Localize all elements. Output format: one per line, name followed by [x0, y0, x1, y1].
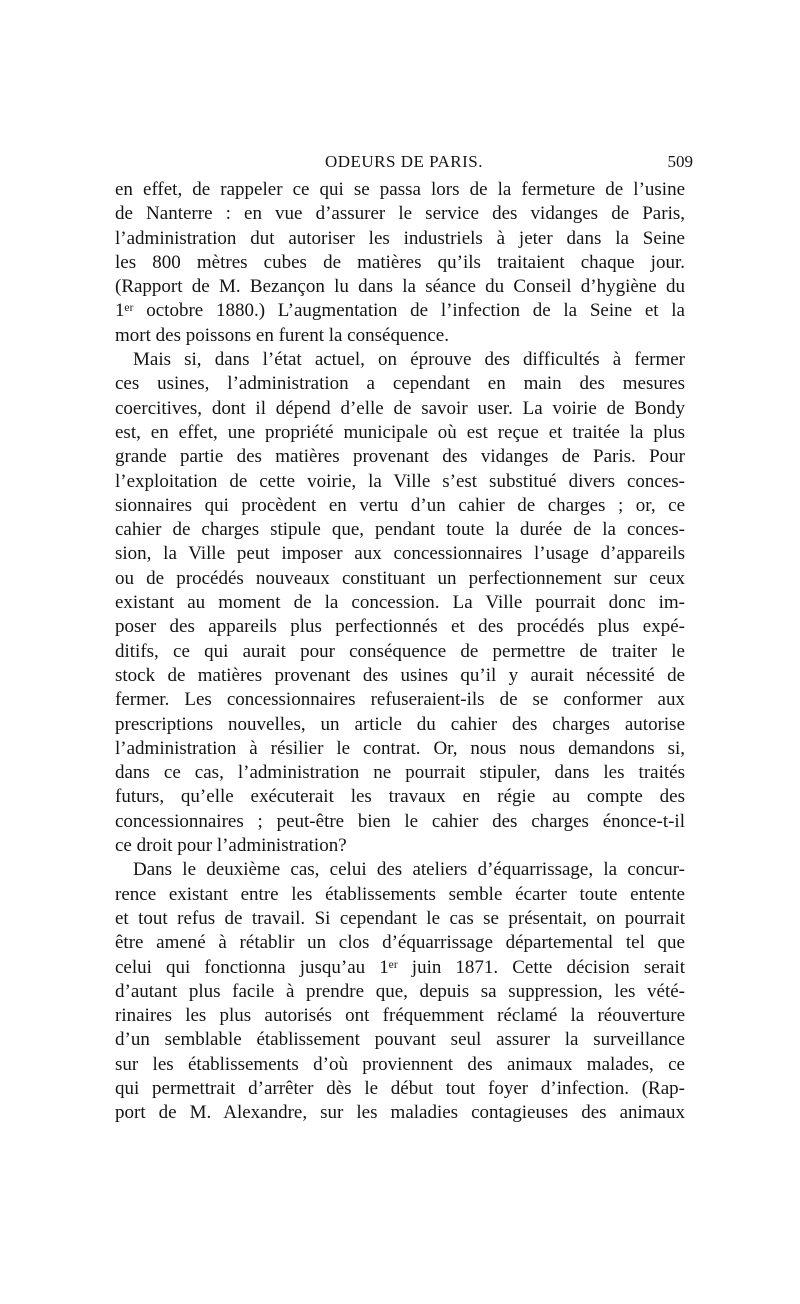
- body-text: [115, 178, 685, 1126]
- text-line: prescriptions nouvelles, un article du cahier des charges autorise: [115, 713, 685, 735]
- text-line: sur les établissements d’où proviennent des animaux malades, ce: [115, 1053, 685, 1075]
- text-line: qui permettrait d’arrêter dès le début tout foyer d’infection. (Rap-: [115, 1077, 685, 1099]
- text-line: celui qui fonctionna jusqu’au 1ᵉʳ juin 1871. Cette décision serait: [115, 956, 685, 978]
- text-line: et tout refus de travail. Si cependant le cas se présentait, on pourrait: [115, 907, 685, 929]
- text-line: coercitives, dont il dépend d’elle de savoir user. La voirie de Bondy: [115, 397, 685, 419]
- text-line: ou de procédés nouveaux constituant un perfectionnement sur ceux: [115, 567, 685, 589]
- text-line: concessionnaires ; peut-être bien le cahier des charges énonce-t-il: [115, 810, 685, 832]
- text-line: être amené à rétablir un clos d’équarrissage départemental tel que: [115, 932, 685, 954]
- text-line: fermer. Les concessionnaires refuseraient-ils de se conformer aux: [115, 689, 685, 711]
- text-line: cahier de charges stipule que, pendant toute la durée de la conces-: [115, 519, 685, 541]
- text-line: l’exploitation de cette voirie, la Ville s’est substitué divers conces-: [115, 470, 685, 492]
- text-line: ces usines, l’administration a cependant en main des mesures: [115, 373, 685, 395]
- text-line: dans ce cas, l’administration ne pourrait stipuler, dans les traités: [115, 762, 685, 784]
- text-line: d’un semblable établissement pouvant seul assurer la surveillance: [115, 1029, 685, 1051]
- text-line: stock de matières provenant des usines qu’il y aurait nécessité de: [115, 664, 685, 686]
- text-line: est, en effet, une propriété municipale où est reçue et traitée la plus: [115, 421, 685, 443]
- text-line: ditifs, ce qui aurait pour conséquence de permettre de traiter le: [115, 640, 685, 662]
- text-line: existant au moment de la concession. La Ville pourrait donc im-: [115, 592, 685, 614]
- text-line: sionnaires qui procèdent en vertu d’un cahier de charges ; or, ce: [115, 494, 685, 516]
- text-line: les 800 mètres cubes de matières qu’ils traitaient chaque jour.: [115, 251, 685, 273]
- text-line: Mais si, dans l’état actuel, on éprouve des difficultés à fermer: [133, 349, 685, 371]
- text-line: Dans le deuxième cas, celui des ateliers d’équarrissage, la concur-: [133, 859, 685, 881]
- text-line: de Nanterre : en vue d’assurer le service des vidanges de Paris,: [115, 203, 685, 225]
- text-line: l’administration dut autoriser les industriels à jeter dans la Seine: [115, 227, 685, 249]
- text-line: 1ᵉʳ octobre 1880.) L’augmentation de l’infection de la Seine et la: [115, 300, 685, 322]
- text-line: d’autant plus facile à prendre que, depuis sa suppression, les vété-: [115, 980, 685, 1002]
- text-line: en effet, de rappeler ce qui se passa lors de la fermeture de l’usine: [115, 179, 685, 200]
- text-line: port de M. Alexandre, sur les maladies contagieuses des animaux: [115, 1102, 685, 1124]
- text-line: grande partie des matières provenant des vidanges de Paris. Pour: [115, 446, 685, 468]
- text-line: (Rapport de M. Bezançon lu dans la séance du Conseil d’hygiène du: [115, 276, 685, 298]
- running-head: [115, 150, 693, 174]
- text-line: mort des poissons en furent la conséquence.: [115, 324, 449, 346]
- text-line: sion, la Ville peut imposer aux concessionnaires l’usage d’appareils: [115, 543, 685, 565]
- text-line: poser des appareils plus perfectionnés et des procédés plus expé-: [115, 616, 685, 638]
- page-number: 509: [667, 152, 693, 171]
- text-line: ce droit pour l’administration?: [115, 835, 347, 857]
- text-line: futurs, qu’elle exécuterait les travaux en régie au compte des: [115, 786, 685, 808]
- text-line: l’administration à résilier le contrat. Or, nous nous demandons si,: [115, 737, 685, 759]
- text-line: rence existant entre les établissements semble écarter toute entente: [115, 883, 685, 905]
- text-line: rinaires les plus autorisés ont fréquemment réclamé la réouverture: [115, 1005, 685, 1027]
- running-title: ODEURS DE PARIS.: [324, 152, 484, 171]
